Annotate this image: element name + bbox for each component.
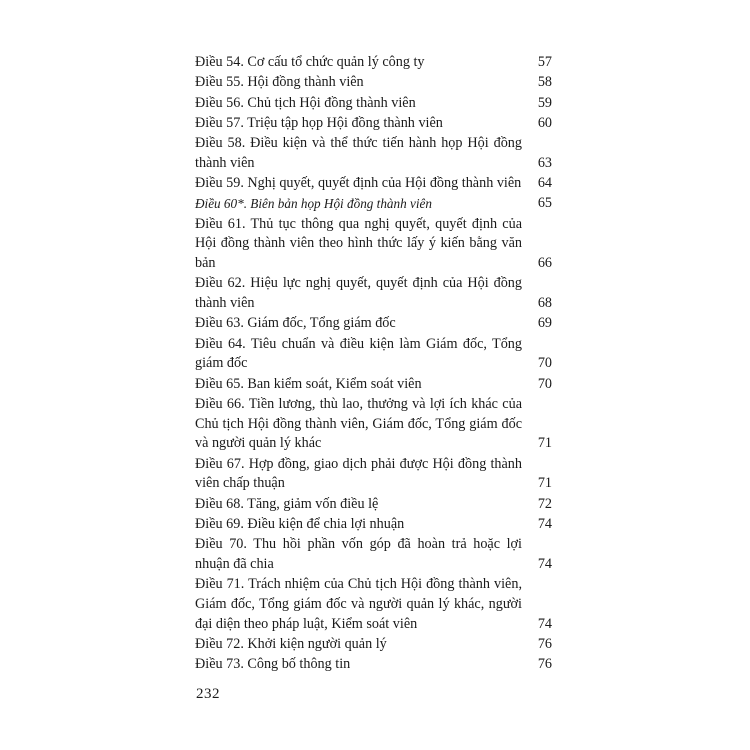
table-of-contents xyxy=(195,53,552,676)
toc-entry-page: 66 xyxy=(537,255,552,272)
toc-entry xyxy=(195,194,552,214)
toc-entry-page: 76 xyxy=(537,656,552,673)
page-number: 232 xyxy=(196,686,220,702)
toc-entry-title: Điều 61. Thủ tục thông qua nghị quyết, quyết định của Hội đồng thành viên theo hình thức lấy ý kiến bằng văn bản xyxy=(195,215,522,272)
toc-entry xyxy=(195,655,552,675)
toc-entry-page: 74 xyxy=(537,615,552,632)
toc-entry-title: Điều 54. Cơ cấu tổ chức quản lý công ty xyxy=(195,54,425,70)
toc-entry-page: 63 xyxy=(537,154,552,171)
toc-entry-title: Điều 57. Triệu tập họp Hội đồng thành viên xyxy=(195,114,443,131)
toc-entry xyxy=(195,215,552,274)
toc-entry xyxy=(195,375,552,395)
toc-entry-page: 58 xyxy=(537,74,552,91)
toc-entry-title: Điều 63. Giám đốc, Tổng giám đốc xyxy=(195,315,396,332)
toc-entry-page: 71 xyxy=(537,475,552,492)
toc-entry-title: Điều 56. Chủ tịch Hội đồng thành viên xyxy=(195,94,416,111)
toc-entry xyxy=(195,53,552,73)
toc-entry xyxy=(195,314,552,334)
toc-entry xyxy=(195,335,552,374)
toc-entry-page: 72 xyxy=(537,495,552,512)
toc-entry xyxy=(195,94,552,114)
toc-entry-page: 70 xyxy=(537,375,552,392)
toc-entry-title: Điều 59. Nghị quyết, quyết định của Hội đồng thành viên xyxy=(195,175,522,192)
toc-entry xyxy=(195,114,552,134)
toc-entry-title: Điều 69. Điều kiện để chia lợi nhuận xyxy=(195,516,405,533)
toc-entry-title: Điều 68. Tăng, giảm vốn điều lệ xyxy=(195,495,379,512)
toc-entry-title: Điều 62. Hiệu lực nghị quyết, quyết định của Hội đồng thành viên xyxy=(195,275,522,312)
toc-entry-title: Điều 64. Tiêu chuẩn và điều kiện làm Giám đốc, Tổng giám đốc xyxy=(195,335,522,372)
toc-entry-page: 74 xyxy=(537,516,552,533)
toc-entry-title: Điều 55. Hội đồng thành viên xyxy=(195,74,364,91)
toc-entry-page: 64 xyxy=(537,175,552,192)
toc-entry-page: 60 xyxy=(537,114,552,131)
toc-entry xyxy=(195,535,552,574)
toc-entry-page: 69 xyxy=(537,315,552,332)
toc-entry xyxy=(195,455,552,494)
toc-entry-title: Điều 66. Tiền lương, thù lao, thưởng và lợi ích khác của Chủ tịch Hội đồng thành viên, Giám đốc, Tổng giám đốc và người quản lý khác xyxy=(195,396,522,452)
toc-entry xyxy=(195,575,552,634)
toc-entry-page: 76 xyxy=(537,636,552,653)
toc-entry-title: Điều 71. Trách nhiệm của Chủ tịch Hội đồng thành viên, Giám đốc, Tổng giám đốc và người quản lý khác, người đại diện theo pháp luật, Kiểm soát viên xyxy=(195,576,522,632)
toc-entry xyxy=(195,134,552,173)
toc-entry-page: 68 xyxy=(537,295,552,312)
toc-entry-title: Điều 72. Khởi kiện người quản lý xyxy=(195,636,387,653)
toc-entry xyxy=(195,73,552,93)
toc-entry-page: 70 xyxy=(537,355,552,372)
toc-entry-title: Điều 70. Thu hồi phần vốn góp đã hoàn trả hoặc lợi nhuận đã chia xyxy=(195,536,522,573)
toc-entry xyxy=(195,395,552,454)
toc-entry-page: 59 xyxy=(537,94,552,111)
toc-entry xyxy=(195,635,552,655)
toc-entry xyxy=(195,515,552,535)
toc-entry xyxy=(195,174,552,194)
toc-entry-title: Điều 67. Hợp đồng, giao dịch phải được Hội đồng thành viên chấp thuận xyxy=(195,455,522,492)
toc-entry xyxy=(195,495,552,515)
toc-entry-page: 57 xyxy=(537,54,552,70)
toc-entry xyxy=(195,274,552,313)
toc-entry-title: Điều 73. Công bố thông tin xyxy=(195,656,351,673)
toc-entry-page: 74 xyxy=(537,556,552,573)
toc-entry-title: Điều 60*. Biên bản họp Hội đồng thành viên xyxy=(195,196,432,212)
toc-entry-title: Điều 58. Điều kiện và thể thức tiến hành họp Hội đồng thành viên xyxy=(195,135,522,171)
toc-entry-title: Điều 65. Ban kiểm soát, Kiểm soát viên xyxy=(195,375,422,392)
toc-entry-page: 71 xyxy=(537,435,552,452)
toc-entry-page: 65 xyxy=(537,195,552,212)
